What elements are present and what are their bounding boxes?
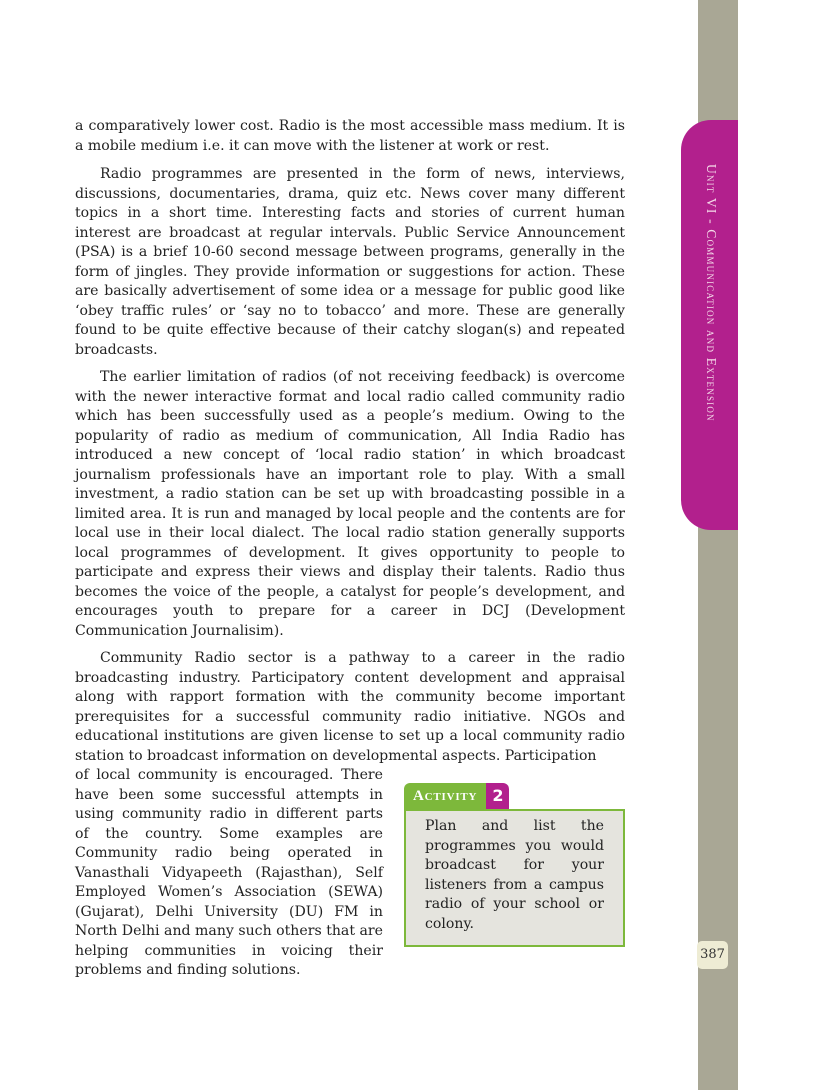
paragraph-4: Community Radio sector is a pathway to a career in the radio broadcasting industry. Participatory content development and appraisal along with rapport formation with the community become important prerequisites for a successful community radio initiative. NGOs and educational institutions are given license to set up a local community radio station to broadcast information on developmental aspects. Participation — [75, 650, 625, 764]
paragraph-2: Radio programmes are presented in the form of news, interviews, discussions, documentaries, drama, quiz etc. News cover many different topics in a short time. Interesting facts and stories of current human interest are broadcast at regular intervals. Public Service Announcement (PSA) is a brief 10-60 second message between programs, generally in the form of jingles. They provide information or suggestions for action. These are basically advertisement of some idea or a message for public good like ‘obey traffic rules’ or ‘say no to tobacco’ and more. These are generally found to be quite effective because of their catchy slogan(s) and repeated broadcasts. — [75, 166, 625, 358]
unit-title: Unit VI - Communication and Extension — [704, 164, 719, 422]
activity-header — [404, 783, 625, 809]
activity-label: Activity — [404, 783, 486, 809]
paragraph-4-continued: of local community is encouraged. There have been some successful attempts in using community radio in different parts of the country. Some examples are Community radio being operated in Vanasthali Vidyapeeth (Rajasthan), Self Employed Women’s Association (SEWA) (Gujarat), Delhi University (DU) FM in North Delhi and many such others that are helping communities in voicing their problems and finding solutions. — [75, 767, 383, 978]
paragraph-1: a comparatively lower cost. Radio is the most accessible mass medium. It is a mobile medium i.e. it can move with the listener at work or rest. — [75, 118, 625, 154]
activity-number: 2 — [486, 783, 509, 809]
activity-text: Plan and list the programmes you would broadcast for your listeners from a campus radio of your school or colony. — [404, 809, 625, 947]
activity-box — [404, 783, 625, 947]
paragraph-3: The earlier limitation of radios (of not receiving feedback) is overcome with the newer interactive format and local radio called community radio which has been successfully used as a people’s medium. Owing to the popularity of radio as medium of communication, All India Radio has introduced a new concept of ‘local radio station’ in which broadcast journalism professionals have an important role to play. With a small investment, a radio station can be set up with broadcasting possible in a limited area. It is run and managed by local people and the contents are for local use in their local dialect. The local radio station generally supports local programmes of development. It gives opportunity to people to participate and express their views and display their talents. Radio thus becomes the voice of the people, a catalyst for people’s development, and encourages youth to prepare for a career in DCJ (Development Communication Journalisim). — [75, 369, 625, 639]
page-number: 387 — [697, 941, 728, 969]
